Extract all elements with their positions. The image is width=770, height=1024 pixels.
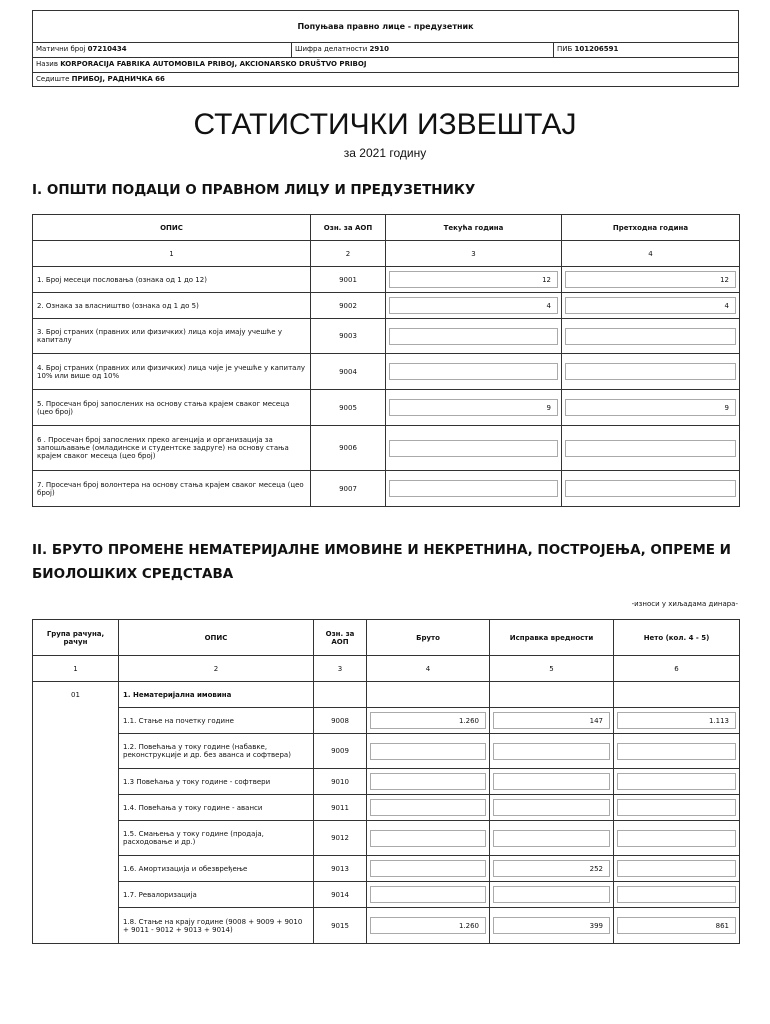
previous-year-field[interactable] [565,480,736,497]
account-cell [33,769,119,795]
row-aop: 9010 [314,769,367,795]
current-year-field[interactable] [389,480,558,497]
col-header-aop: Озн. за АОП [314,620,367,656]
table-row [33,267,740,293]
gross-field[interactable] [370,799,486,816]
tax-id-value: 101206591 [574,45,619,53]
activity-code-value: 2910 [369,45,390,53]
report-subtitle: за 2021 годину [343,146,427,160]
group-code: 01 [33,682,119,708]
current-year-field[interactable]: 12 [389,271,558,288]
account-cell [33,795,119,821]
header-title: Попуњава правно лице - предузетник [33,11,738,43]
account-cell [33,734,119,769]
col-number: 5 [490,656,614,682]
table-row [33,734,740,769]
correction-field[interactable] [493,830,610,847]
row-desc: 1.2. Повећања у току године (набавке, реконструкције и др. без аванса и софтвера) [119,734,314,769]
correction-field[interactable] [493,773,610,790]
seat-value: ПРИБОЈ, РАДНИЧКА 66 [71,75,165,83]
gross-field[interactable]: 1.260 [370,712,486,729]
header-row-ids [33,42,738,58]
gross-field[interactable] [370,743,486,760]
previous-year-field[interactable] [565,328,736,345]
section2-heading-line2: БИОЛОШКИХ СРЕДСТАВА [32,566,234,582]
row-desc: 3. Број страних (правних или физичких) лица која имају учешће у капиталу [33,319,311,354]
current-year-field[interactable]: 9 [389,399,558,416]
correction-field[interactable]: 252 [493,860,610,877]
empty-cell [367,682,490,708]
row-desc: 5. Просечан број запослених на основу стања крајем сваког месеца (цео број) [33,390,311,426]
gross-field[interactable] [370,860,486,877]
activity-code-label: Шифра делатности [295,45,368,53]
correction-field[interactable] [493,886,610,903]
table-header-row [33,620,740,656]
row-aop: 9006 [311,426,386,471]
previous-year-field[interactable]: 9 [565,399,736,416]
row-desc: 2. Ознака за власништво (ознака од 1 до 5) [33,293,311,319]
row-desc: 1.5. Смањења у току године (продаја, расходовање и др.) [119,821,314,856]
empty-cell [490,682,614,708]
report-title: СТАТИСТИЧКИ ИЗВЕШТАЈ [193,108,577,141]
row-aop: 9001 [311,267,386,293]
previous-year-field[interactable] [565,363,736,380]
table-row [33,708,740,734]
header-row-name [33,57,738,73]
col-header-account: Група рачуна, рачун [33,620,119,656]
gross-field[interactable] [370,886,486,903]
table-row [33,390,740,426]
net-field[interactable]: 1.113 [617,712,736,729]
empty-cell [314,682,367,708]
col-number: 4 [562,241,740,267]
group-title: 1. Нематеријална имовина [119,682,314,708]
table-row [33,293,740,319]
table-header-row [33,215,740,241]
col-header-desc: ОПИС [33,215,311,241]
company-header [32,10,739,87]
net-field[interactable] [617,860,736,877]
table-row [33,426,740,471]
col-number: 3 [314,656,367,682]
company-name-label: Назив [36,60,58,68]
row-aop: 9013 [314,856,367,882]
registry-number-label: Матични број [36,45,86,53]
table-row [33,821,740,856]
row-aop: 9011 [314,795,367,821]
net-field[interactable] [617,830,736,847]
table-row [33,354,740,390]
table-row [33,471,740,507]
account-cell [33,708,119,734]
col-number: 3 [386,241,562,267]
current-year-field[interactable] [389,363,558,380]
row-aop: 9005 [311,390,386,426]
section1-heading: I. ОПШТИ ПОДАЦИ О ПРАВНОМ ЛИЦУ И ПРЕДУЗЕТНИКУ [32,182,476,198]
table-row [33,319,740,354]
activity-code-cell [291,42,389,57]
col-number: 1 [33,241,311,267]
col-number: 2 [311,241,386,267]
table-row [33,882,740,908]
correction-field[interactable]: 147 [493,712,610,729]
row-desc: 1. Број месеци пословања (ознака од 1 до 12) [33,267,311,293]
correction-field[interactable] [493,743,610,760]
table-row [33,856,740,882]
previous-year-field[interactable]: 4 [565,297,736,314]
column-number-row [33,241,740,267]
row-desc: 1.7. Ревалоризација [119,882,314,908]
company-name-value: KORPORACIJA FABRIKA AUTOMOBILA PRIBOJ, AKCIONARSKO DRUŠTVO PRIBOJ [60,60,367,68]
tax-id-cell [553,42,618,57]
table-row [33,769,740,795]
gross-field[interactable]: 1.260 [370,917,486,934]
column-number-row [33,656,740,682]
table-row [33,908,740,944]
row-aop: 9012 [314,821,367,856]
row-desc: 6 . Просечан број запослених преко агенција и организација за запошљавање (омладинске и студентске задруге) на основу стања крајем сваког месеца (цео број) [33,426,311,471]
net-field[interactable]: 861 [617,917,736,934]
account-cell [33,856,119,882]
amounts-note: -износи у хиљадама динара- [631,600,738,608]
header-row-seat [33,72,738,87]
tax-id-label: ПИБ [557,45,573,53]
col-header-correction: Исправка вредности [490,620,614,656]
row-desc: 7. Просечан број волонтера на основу стања крајем сваког месеца (цео број) [33,471,311,507]
col-header-gross: Бруто [367,620,490,656]
row-aop: 9015 [314,908,367,944]
row-aop: 9003 [311,319,386,354]
net-field[interactable] [617,773,736,790]
section2-heading-line1: II. БРУТО ПРОМЕНЕ НЕМАТЕРИЈАЛНЕ ИМОВИНЕ И НЕКРЕТНИНА, ПОСТРОЈЕЊА, ОПРЕМЕ И [32,542,731,558]
current-year-field[interactable]: 4 [389,297,558,314]
net-field[interactable] [617,743,736,760]
col-number: 2 [119,656,314,682]
row-aop: 9002 [311,293,386,319]
net-field[interactable] [617,886,736,903]
col-header-current: Текућа година [386,215,562,241]
row-aop: 9008 [314,708,367,734]
col-header-previous: Претходна година [562,215,740,241]
col-header-desc: ОПИС [119,620,314,656]
gross-field[interactable] [370,773,486,790]
registry-number-value: 07210434 [87,45,127,53]
account-cell [33,821,119,856]
asset-changes-table [32,619,740,944]
seat-label: Седиште [36,75,70,83]
row-desc: 1.3 Повећања у току године - софтвери [119,769,314,795]
col-number: 4 [367,656,490,682]
row-desc: 1.4. Повећања у току године - аванси [119,795,314,821]
row-desc: 4. Број страних (правних или физичких) лица чије је учешће у капиталу 10% или више од 10% [33,354,311,390]
row-desc: 1.1. Стање на почетку године [119,708,314,734]
net-field[interactable] [617,799,736,816]
row-desc: 1.6. Амортизација и обезвређење [119,856,314,882]
gross-field[interactable] [370,830,486,847]
general-data-table [32,214,740,507]
col-header-aop: Озн. за АОП [311,215,386,241]
group-row [33,682,740,708]
row-aop: 9007 [311,471,386,507]
account-cell [33,908,119,944]
empty-cell [614,682,740,708]
col-header-net: Нето (кол. 4 - 5) [614,620,740,656]
correction-field[interactable]: 399 [493,917,610,934]
col-number: 1 [33,656,119,682]
row-aop: 9004 [311,354,386,390]
row-aop: 9014 [314,882,367,908]
table-row [33,795,740,821]
previous-year-field[interactable]: 12 [565,271,736,288]
account-cell [33,882,119,908]
row-aop: 9009 [314,734,367,769]
correction-field[interactable] [493,799,610,816]
current-year-field[interactable] [389,440,558,457]
col-number: 6 [614,656,740,682]
row-desc: 1.8. Стање на крају године (9008 + 9009 + 9010 + 9011 - 9012 + 9013 + 9014) [119,908,314,944]
current-year-field[interactable] [389,328,558,345]
previous-year-field[interactable] [565,440,736,457]
